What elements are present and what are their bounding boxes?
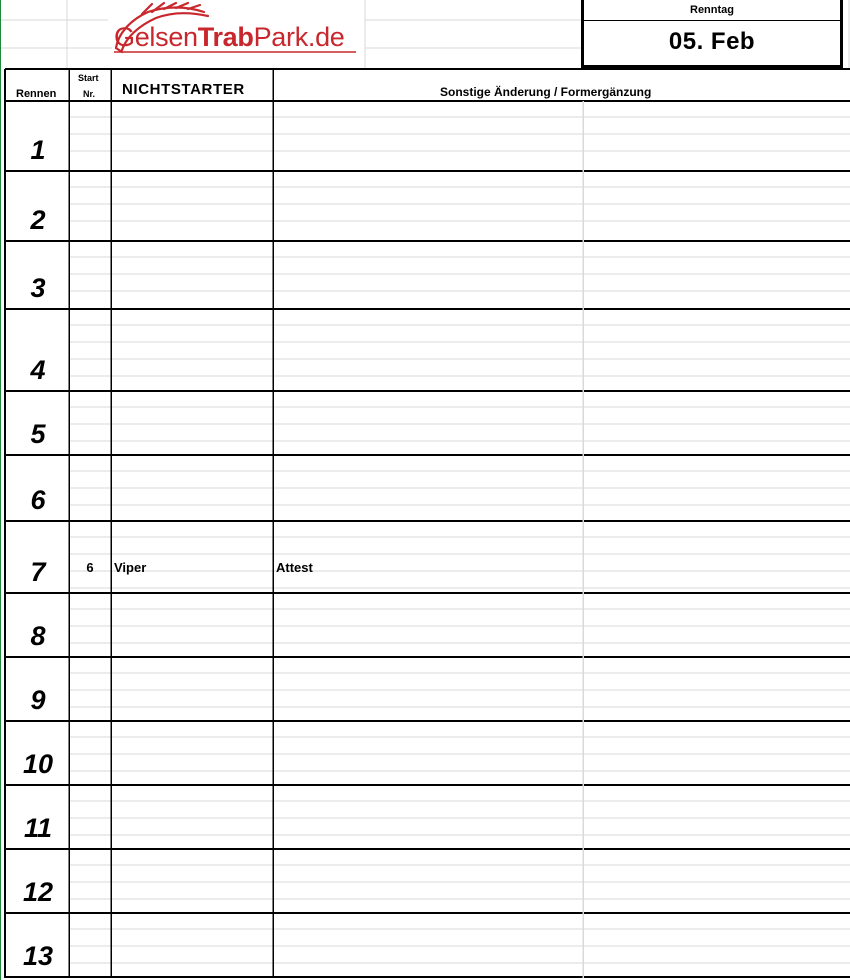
race-number: 10 [22,749,54,779]
race-number: 3 [30,273,46,303]
header-nr: Nr. [83,89,96,99]
logo-text-park: Park.de [253,22,345,52]
race-number: 12 [22,877,54,907]
race-number: 7 [30,557,46,587]
renntag-date: 05. Feb [668,28,756,55]
race-number: 2 [30,205,46,235]
nichtstarter-horse-cell: Viper [114,560,147,575]
race-number: 1 [30,135,46,165]
logo-text-trab: Trab [197,22,254,52]
header-start: Start [78,73,99,83]
race-number: 9 [30,685,46,715]
renntag-label: Renntag [690,4,734,16]
header-nichtstarter: NICHTSTARTER [122,81,245,98]
race-number: 11 [23,813,53,843]
race-number: 13 [22,941,54,971]
header-sonstige: Sonstige Änderung / Formergänzung [440,85,652,99]
race-number: 5 [30,419,46,449]
race-number: 4 [30,355,46,385]
race-number: 6 [30,485,46,515]
race-number: 8 [30,621,46,651]
logo-text-gelsen: Gelsen [114,22,198,52]
header-rennen: Rennen [16,88,57,100]
start-number-cell: 6 [86,560,94,575]
change-note-cell: Attest [276,560,313,575]
